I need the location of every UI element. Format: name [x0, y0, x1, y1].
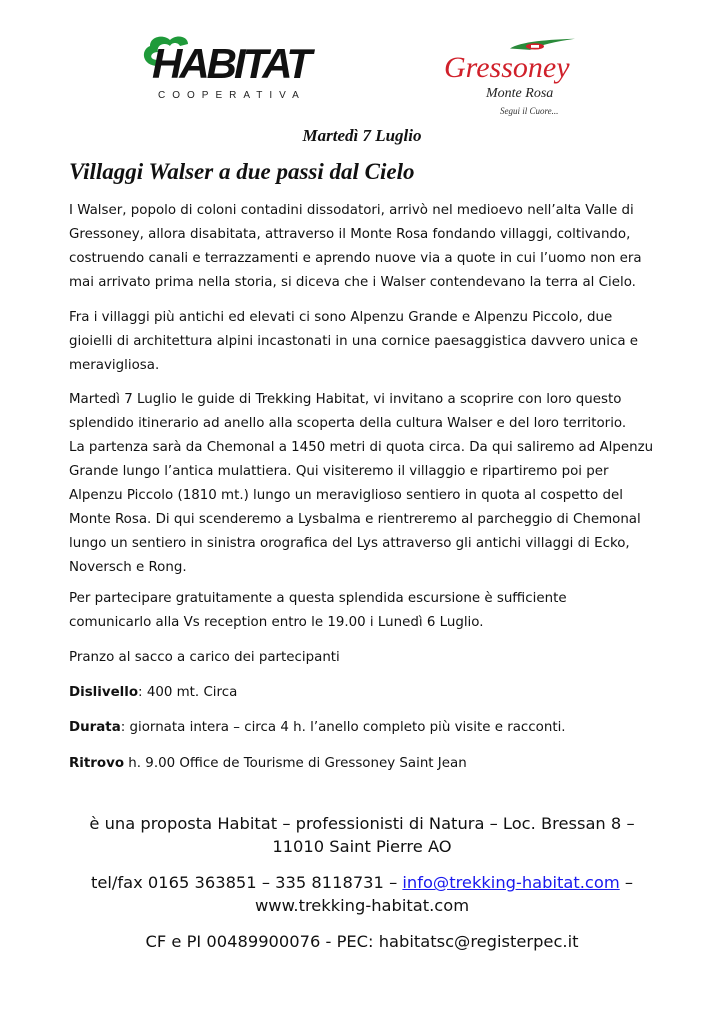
- footer-line-1: è una proposta Habitat – professionisti di Natura – Loc. Bressan 8 –: [89, 814, 635, 833]
- footer-phone: tel/fax 0165 363851 – 335 8118731 –: [90, 873, 403, 892]
- paragraph-line: La partenza sarà da Chemonal a 1450 metri di quota circa. Da qui saliremo ad Alpenzu: [69, 440, 654, 455]
- detail-value: giornata intera – circa 4 h. l’anello completo più visite e racconti.: [125, 720, 566, 735]
- detail-ritrovo: [69, 752, 467, 776]
- paragraph-line: Per partecipare gratuitamente a questa splendida escursione è sufficiente: [69, 591, 567, 606]
- paragraph-line: I Walser, popolo di coloni contadini dissodatori, arrivò nel medioevo nell’alta Valle di: [69, 203, 634, 218]
- paragraph-line: costruendo canali e terrazzamenti e aprendo nuove via a quote in cui l’uomo non era: [69, 251, 642, 266]
- detail-value: h. 9.00 Office de Tourisme di Gressoney Saint Jean: [124, 756, 467, 771]
- paragraph-line: Fra i villaggi più antichi ed elevati ci sono Alpenzu Grande e Alpenzu Piccolo, due: [69, 310, 613, 325]
- paragraph-line: meravigliosa.: [69, 358, 160, 373]
- paragraph: [69, 587, 567, 635]
- event-date: [0, 126, 724, 146]
- detail-label: Durata: [69, 720, 121, 735]
- gressoney-tagline: Segui il Cuore...: [500, 106, 559, 116]
- paragraph-line: lungo un sentiero in sinistra orografica del Lys attraverso gli antichi villaggi di Ecko,: [69, 536, 630, 551]
- paragraph: [69, 646, 340, 670]
- paragraph-line: comunicarlo alla Vs reception entro le 19.00 i Lunedì 6 Luglio.: [69, 615, 484, 630]
- detail-label: Dislivello: [69, 685, 139, 700]
- footer-sep: –: [619, 873, 634, 892]
- habitat-logo-subtext: COOPERATIVA: [158, 90, 306, 101]
- document-title: Villaggi Walser a due passi dal Cielo: [69, 159, 415, 184]
- gressoney-logo: [440, 38, 590, 120]
- paragraph-line: Noversch e Rong.: [69, 560, 187, 575]
- gressoney-crest-icon: [500, 38, 580, 52]
- paragraph-line: Alpenzu Piccolo (1810 mt.) lungo un meraviglioso sentiero in quota al cospetto del: [69, 488, 623, 503]
- footer-contact: [0, 871, 724, 894]
- paragraph-line: Pranzo al sacco a carico dei partecipanti: [69, 650, 340, 665]
- email-link[interactable]: info@trekking-habitat.com: [402, 873, 620, 892]
- detail-durata: [69, 716, 566, 740]
- paragraph: [69, 199, 642, 295]
- detail-dislivello: [69, 681, 237, 705]
- paragraph: [69, 306, 638, 378]
- paragraph-line: Gressoney, allora disabitata, attraverso il Monte Rosa fondando villaggi, coltivando,: [69, 227, 631, 242]
- paragraph-line: Monte Rosa. Di qui scenderemo a Lysbalma e rientreremo al parcheggio di Chemonal: [69, 512, 641, 527]
- detail-sep: :: [138, 685, 143, 700]
- paragraph-line: Grande lungo l’antica mulattiera. Qui visiteremo il villaggio e ripartiremo poi per: [69, 464, 609, 479]
- paragraph-line: mai arrivato prima nella storia, si diceva che i Walser contendevano la terra al Cielo.: [69, 275, 636, 290]
- detail-sep: :: [120, 720, 126, 735]
- habitat-logo-text: HABITAT: [152, 40, 310, 87]
- gressoney-logo-text: Gressoney: [444, 51, 570, 84]
- paragraph-line: gioielli di architettura alpini incastonati in una cornice paesaggistica davvero unica e: [69, 334, 639, 349]
- paragraph: [69, 388, 653, 580]
- event-date-text: Martedì 7 Luglio: [302, 126, 422, 145]
- detail-value: 400 mt. Circa: [142, 685, 238, 700]
- footer-website: www.trekking-habitat.com: [254, 896, 470, 915]
- paragraph-line: splendido itinerario ad anello alla scoperta della cultura Walser e del loro territorio.: [69, 416, 627, 431]
- gressoney-logo-subtext: Monte Rosa: [486, 86, 554, 101]
- footer-fiscal: CF e PI 00489900076 - PEC: habitatsc@registerpec.it: [145, 932, 579, 951]
- paragraph-line: Martedì 7 Luglio le guide di Trekking Habitat, vi invitano a scoprire con loro questo: [69, 392, 622, 407]
- detail-label: Ritrovo: [69, 756, 125, 771]
- habitat-logo: [136, 32, 311, 107]
- footer-line-2: 11010 Saint Pierre AO: [272, 837, 452, 856]
